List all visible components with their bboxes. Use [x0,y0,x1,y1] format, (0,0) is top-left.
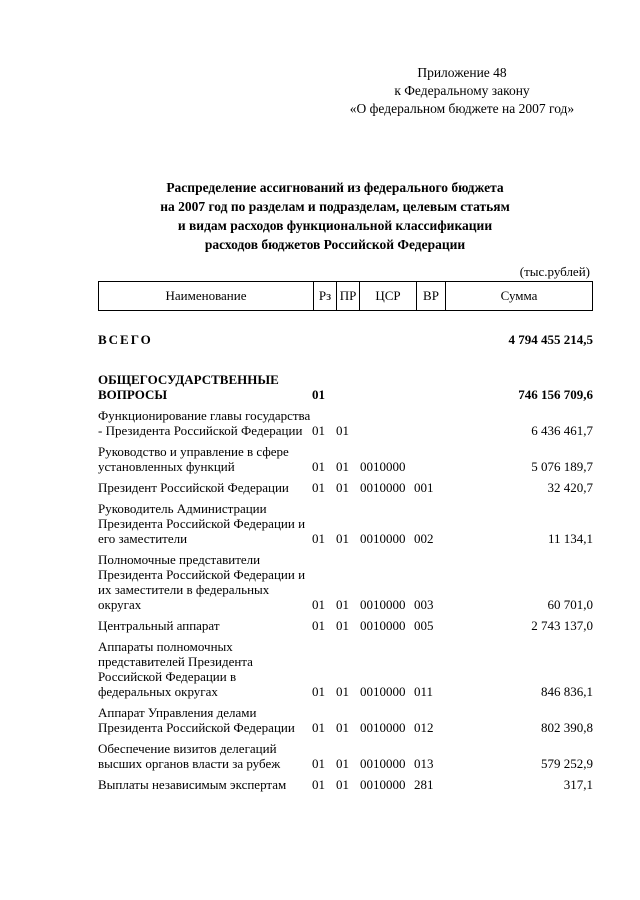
appendix-line-2: к Федеральному закону [394,83,530,98]
row-rz: 01 [312,618,325,633]
row-sum: 5 076 189,7 [531,459,593,474]
row-name: ВСЕГО [98,332,153,347]
row-csr: 0010000 [360,597,406,612]
row-rz: 01 [312,756,325,771]
units-label: (тыс.рублей) [519,264,590,279]
row-sum: 32 420,7 [547,480,593,495]
row-name: Аппарат Управления делами Президента Российской Федерации [98,705,295,735]
row-sum: 2 743 137,0 [531,618,593,633]
table-row [98,408,593,438]
row-sum: 802 390,8 [541,720,593,735]
header-sum: Сумма [446,282,593,311]
document-title [140,178,530,254]
header-csr: ЦСР [360,282,417,311]
row-csr: 0010000 [360,684,406,699]
row-rz: 01 [312,423,325,438]
table-row [98,705,593,735]
table-header [98,281,593,311]
header-vr: ВР [417,282,446,311]
row-rz: 01 [312,480,325,495]
row-vr: 003 [414,597,434,612]
row-pr: 01 [336,618,349,633]
row-name: Президент Российской Федерации [98,480,289,495]
row-vr: 002 [414,531,434,546]
row-pr: 01 [336,480,349,495]
row-rz: 01 [312,777,325,792]
table-row [98,618,593,633]
header-name: Наименование [99,282,314,311]
row-vr: 012 [414,720,434,735]
row-name: Обеспечение визитов делегаций высших органов власти за рубеж [98,741,281,771]
row-pr: 01 [336,684,349,699]
row-sum: 746 156 709,6 [518,387,593,402]
appendix-line-1: Приложение 48 [417,65,507,80]
row-pr: 01 [336,597,349,612]
row-name: Аппараты полномочных представителей Президента Российской Федерации в федеральных округах [98,639,253,699]
row-rz: 01 [312,720,325,735]
header-pr: ПР [337,282,360,311]
row-name: Руководство и управление в сфере установленных функций [98,444,289,474]
row-vr: 013 [414,756,434,771]
table-row [98,741,593,771]
row-pr: 01 [336,720,349,735]
row-csr: 0010000 [360,480,406,495]
row-sum: 60 701,0 [547,597,593,612]
row-name: ОБЩЕГОСУДАРСТВЕННЫЕ ВОПРОСЫ [98,372,279,402]
row-pr: 01 [336,777,349,792]
row-csr: 0010000 [360,777,406,792]
row-sum: 317,1 [563,777,593,792]
row-vr: 281 [414,777,434,792]
header-rz: Рз [314,282,337,311]
row-vr: 001 [414,480,434,495]
row-sum: 6 436 461,7 [531,423,593,438]
row-name: Полномочные представители Президента Российской Федерации и их заместители в федеральных округах [98,552,306,612]
row-sum: 579 252,9 [541,756,593,771]
row-pr: 01 [336,531,349,546]
row-rz: 01 [312,531,325,546]
row-name: Центральный аппарат [98,618,220,633]
table-row [98,372,593,402]
row-pr: 01 [336,756,349,771]
row-sum: 4 794 455 214,5 [508,332,593,347]
row-csr: 0010000 [360,459,406,474]
title-line-4: расходов бюджетов Российской Федерации [204,237,466,252]
table-row [98,639,593,699]
appendix-line-3: «О федеральном бюджете на 2007 год» [349,101,575,116]
row-sum: 846 836,1 [541,684,593,699]
appendix-header [332,64,592,118]
title-line-3: и видам расходов функциональной классификации [177,218,493,233]
table-row [98,552,593,612]
row-sum: 11 134,1 [547,531,593,546]
row-vr: 011 [414,684,434,699]
title-line-2: на 2007 год по разделам и подразделам, целевым статьям [160,199,510,214]
row-name: Выплаты независимым экспертам [98,777,287,792]
row-vr: 005 [414,618,434,633]
row-csr: 0010000 [360,618,406,633]
row-name: Руководитель Администрации Президента Российской Федерации и его заместители [98,501,306,546]
table-row [98,444,593,474]
row-rz: 01 [312,684,325,699]
row-csr: 0010000 [360,720,406,735]
row-rz: 01 [312,597,325,612]
table-row [98,480,593,495]
row-pr: 01 [336,423,349,438]
row-rz: 01 [312,459,325,474]
row-csr: 0010000 [360,531,406,546]
row-pr: 01 [336,459,349,474]
row-csr: 0010000 [360,756,406,771]
title-line-1: Распределение ассигнований из федерального бюджета [166,180,504,195]
row-rz: 01 [312,387,325,402]
table-body [98,330,593,792]
table-row [98,501,593,546]
table-row-total [98,330,593,362]
table-row [98,777,593,792]
row-name: Функционирование главы государства - Президента Российской Федерации [98,408,311,438]
